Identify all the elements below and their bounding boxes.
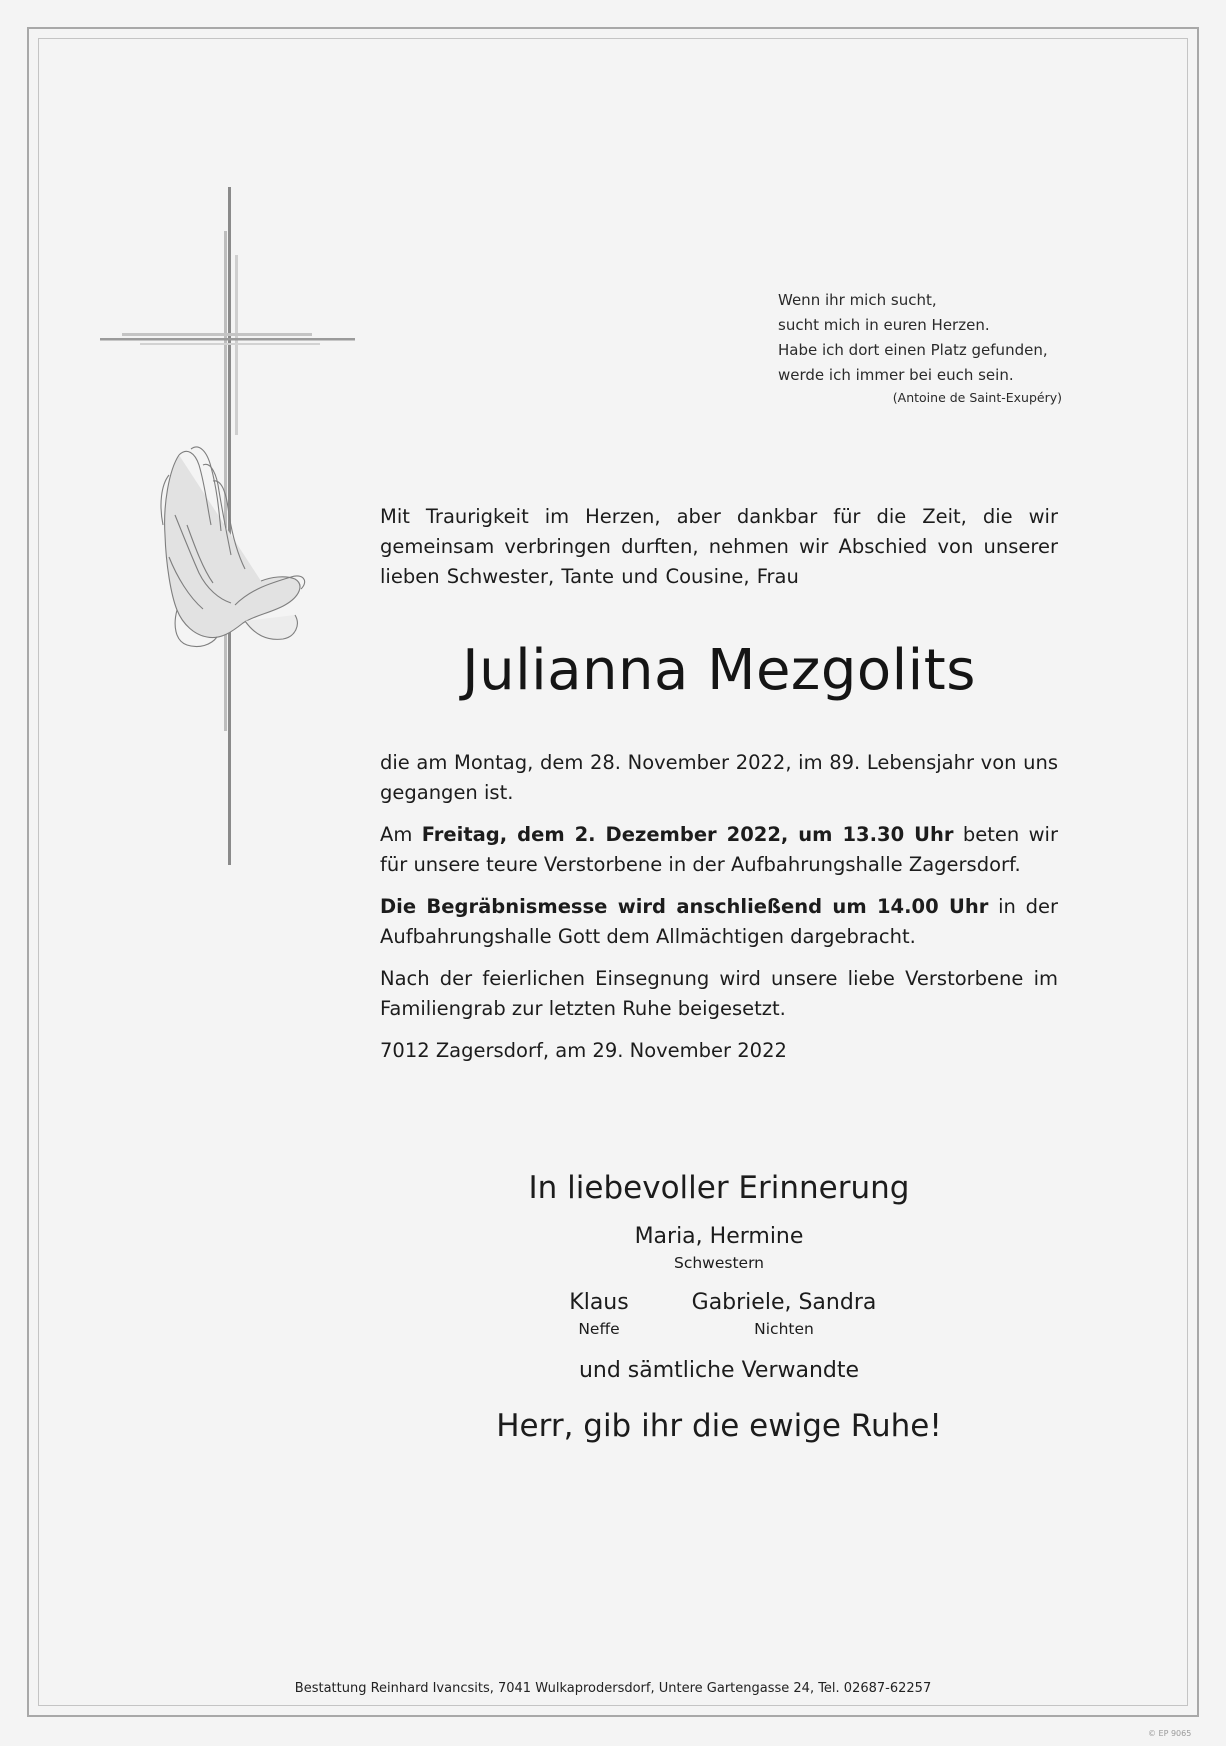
announcement-body (380, 748, 1058, 1078)
prayer-paragraph: Am Freitag, dem 2. Dezember 2022, um 13.30 Uhr beten wir für unsere teure Verstorbene in der Aufbahrungshalle Zagersdorf. (380, 823, 1058, 876)
mass-time: Die Begräbnismesse wird anschließend um 14.00 Uhr (380, 895, 989, 918)
nephew-block (554, 1288, 644, 1340)
nephew-name: Klaus (569, 1290, 629, 1315)
quote-line: Habe ich dort einen Platz gefunden, (778, 341, 1048, 359)
death-paragraph: die am Montag, dem 28. November 2022, im 89. Lebensjahr von uns gegangen ist. (380, 751, 1058, 804)
prayer-date-time: Freitag, dem 2. Dezember 2022, um 13.30 Uhr (421, 823, 954, 846)
deceased-name: Julianna Mezgolits (462, 638, 976, 703)
praying-hands-icon (161, 447, 305, 647)
cross-with-praying-hands-icon (95, 185, 365, 870)
sisters-names: Maria, Hermine (634, 1224, 804, 1249)
nephew-role: Neffe (578, 1320, 620, 1338)
relatives-line: und sämtliche Verwandte (578, 1358, 860, 1383)
sisters-role: Schwestern (673, 1254, 764, 1272)
burial-paragraph: Nach der feierlichen Einsegnung wird unsere liebe Verstorbene im Familiengrab zur letzten Ruhe beigesetzt. (380, 967, 1058, 1020)
nephew-nieces-block (380, 1288, 1058, 1340)
closing-prayer: Herr, gib ihr die ewige Ruhe! (496, 1408, 942, 1444)
sisters-block (380, 1222, 1058, 1274)
memory-heading: In liebevoller Erinnerung (528, 1170, 910, 1206)
nieces-block (684, 1288, 884, 1340)
quote-line: sucht mich in euren Herzen. (778, 316, 990, 334)
quote-line: Wenn ihr mich sucht, (778, 291, 937, 309)
place-date: 7012 Zagersdorf, am 29. November 2022 (380, 1039, 787, 1062)
cross-icon (100, 187, 355, 865)
intro-paragraph: Mit Traurigkeit im Herzen, aber dankbar für die Zeit, die wir gemeinsam verbringen durften, nehmen wir Abschied von unserer lieben Schwester, Tante und Cousine, Frau (380, 505, 1058, 588)
mass-paragraph: Die Begräbnismesse wird anschließend um 14.00 Uhr in der Aufbahrungshalle Gott dem Allmächtigen dargebracht. (380, 895, 1058, 948)
quote-author: (Antoine de Saint-Exupéry) (892, 390, 1062, 405)
funeral-home-footer: Bestattung Reinhard Ivancsits, 7041 Wulkaprodersdorf, Untere Gartengasse 24, Tel. 02687-62257 (294, 1681, 932, 1696)
quote-line: werde ich immer bei euch sein. (778, 366, 1014, 384)
nieces-role: Nichten (754, 1320, 814, 1338)
print-code: © EP 9065 (1148, 1729, 1192, 1738)
nieces-names: Gabriele, Sandra (691, 1290, 877, 1315)
epigraph-quote (778, 288, 1078, 408)
mourners-section (380, 1166, 1058, 1448)
